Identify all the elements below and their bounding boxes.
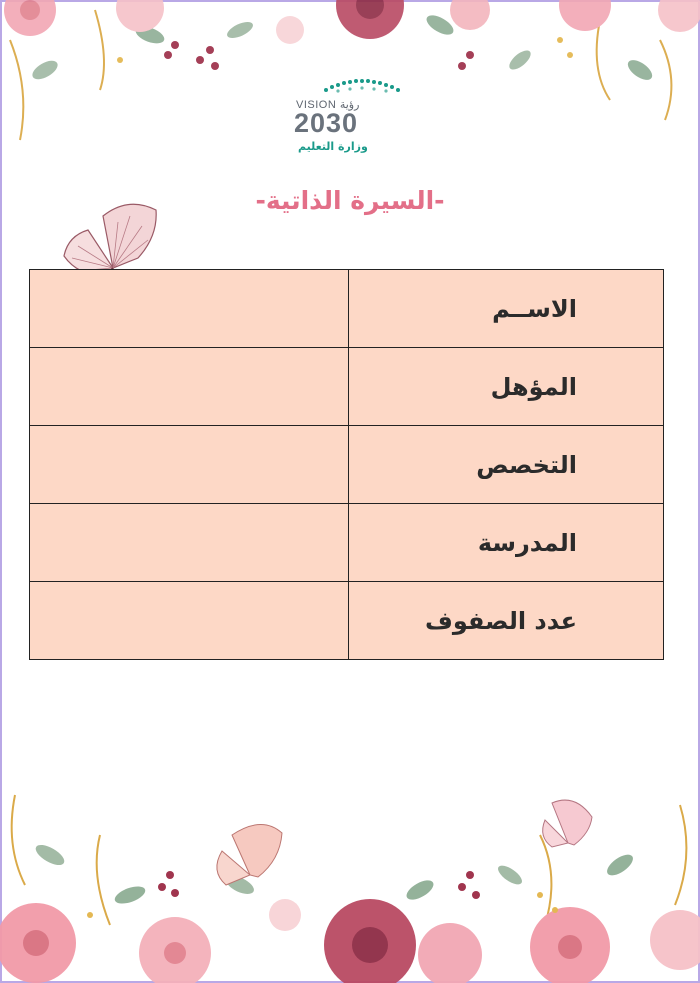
- cv-table: [29, 269, 664, 660]
- table-row: [30, 504, 664, 582]
- cv-value-qualification[interactable]: [30, 348, 349, 426]
- cv-value-specialization[interactable]: [30, 426, 349, 504]
- cv-label-name: الاســم: [348, 270, 663, 348]
- cv-label-specialization: التخصص: [348, 426, 663, 504]
- logo-ministry-text: وزارة التعليم: [298, 140, 368, 153]
- logo-vision-text: VISION رؤية: [296, 99, 360, 111]
- table-row: [30, 348, 664, 426]
- bottom-floral-border: [0, 775, 700, 983]
- logo-year-text: 2030: [294, 108, 359, 138]
- cv-value-name[interactable]: [30, 270, 349, 348]
- cv-label-qualification: المؤهل: [348, 348, 663, 426]
- cv-label-classes: عدد الصفوف: [348, 582, 663, 660]
- cv-value-school[interactable]: [30, 504, 349, 582]
- table-row: [30, 270, 664, 348]
- cv-value-classes[interactable]: [30, 582, 349, 660]
- table-row: [30, 426, 664, 504]
- table-row: [30, 582, 664, 660]
- logo-dots-icon: [322, 78, 404, 94]
- vision-2030-logo: [292, 78, 378, 152]
- page-title: -السيرة الذاتية-: [255, 186, 445, 215]
- cv-label-school: المدرسة: [348, 504, 663, 582]
